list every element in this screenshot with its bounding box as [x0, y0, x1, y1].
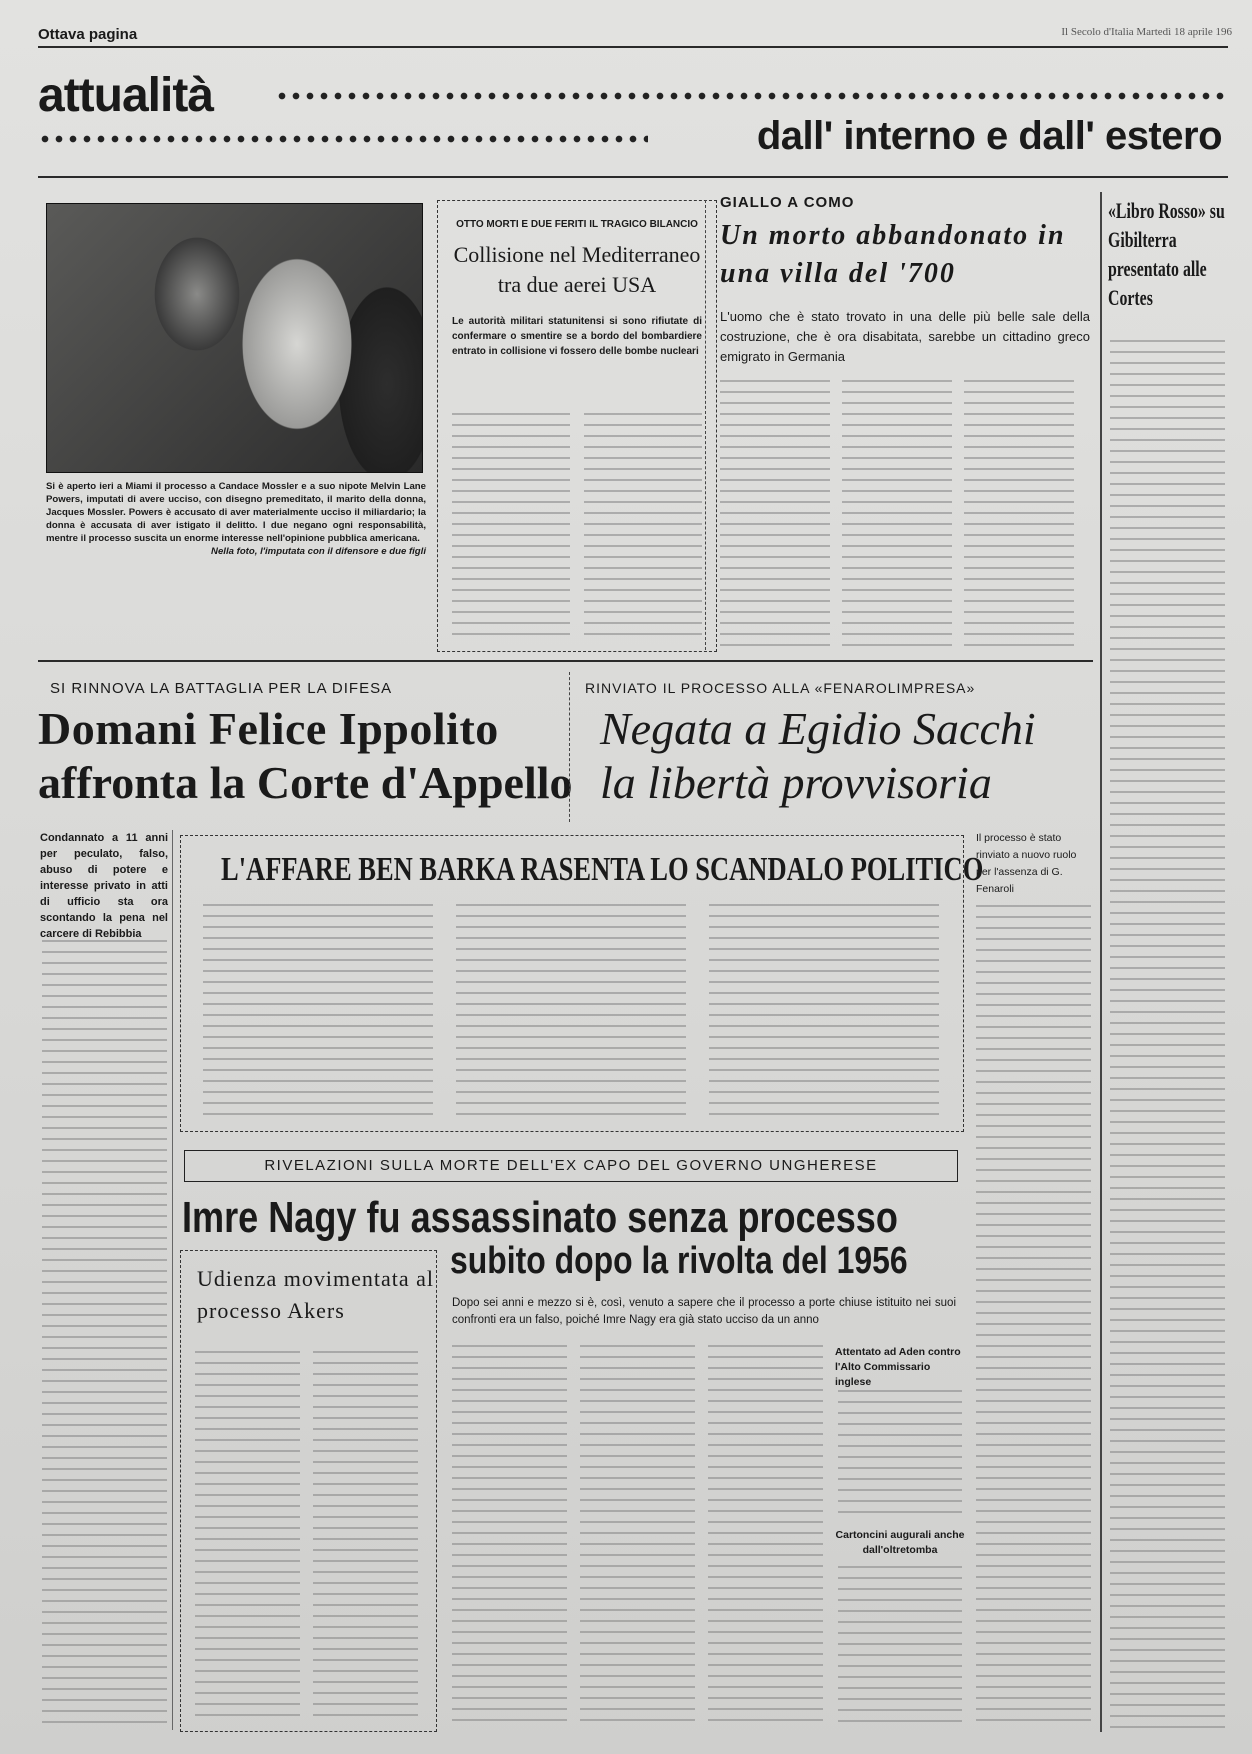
sacchi-summary: Il processo è stato rinviato a nuovo ruolo per l'assenza di G. Fenaroli	[976, 832, 1077, 895]
column-divider	[705, 200, 708, 650]
section-rule	[38, 176, 1228, 178]
sacchi-headline-2: la libertà provvisoria	[600, 757, 992, 808]
como-column-2	[842, 380, 952, 650]
caption-text: Si è aperto ieri a Miami il processo a Candace Mossler e a suo nipote Melvin Lane Powers, imputati di avere ucciso, con disegno premeditato, il marito della donna, Jacques Mossler. Powers è accusato di aver materialmente ucciso il miliardario; la donna è accusata di aver istigato il delitto. I due negano ogni responsabilità, mentre il processo suscita un enorme interesse nell'opinione pubblica americana.	[46, 481, 426, 544]
nagy-summary: Dopo sei anni e mezzo si è, così, venuto a sapere che il processo a porte chiuse istituito nei suoi confronti era un falso, poiché Imre Nagy era già stato ucciso da un anno	[452, 1297, 956, 1326]
aden-column	[838, 1390, 962, 1520]
nagy-column-3	[708, 1345, 823, 1730]
libro-rosso-headline: «Libro Rosso» su Gibilterra presentato alle Cortes	[1108, 198, 1225, 310]
ben-barka-column-3	[709, 904, 939, 1120]
collision-headline: Collisione nel Mediterraneo tra due aerei USA	[453, 242, 701, 297]
como-summary: L'uomo che è stato trovato in una delle più belle sale della costruzione, che è ora disabitata, sarebbe un cittadino greco emigrato in Germania	[720, 309, 1090, 364]
akers-headline: Udienza movimentata al processo Akers	[197, 1266, 435, 1323]
sacchi-column	[976, 905, 1091, 1730]
nagy-headline-2: subito dopo la rivolta del 1956	[450, 1240, 908, 1282]
como-headline: Un morto abbandonato in una villa del '700	[720, 220, 1066, 289]
libro-rosso-column	[1110, 340, 1225, 1730]
nagy-banner: RIVELAZIONI SULLA MORTE DELL'EX CAPO DEL GOVERNO UNGHERESE	[184, 1150, 958, 1182]
ippolito-kicker: SI RINNOVA LA BATTAGLIA PER LA DIFESA	[50, 680, 393, 697]
como-column-1	[720, 380, 830, 650]
sacchi-kicker: RINVIATO IL PROCESSO ALLA «FENAROLIMPRESA»	[585, 680, 976, 696]
collision-summary: Le autorità militari statunitensi si sono rifiutate di confermare o smentire se a bordo del bombardiere entrato in collisione vi fossero delle bombe nucleari	[452, 316, 702, 357]
news-photo	[46, 203, 423, 473]
collision-column-2	[584, 413, 702, 641]
akers-column-2	[313, 1351, 418, 1721]
section-subtitle: dall' interno e dall' estero	[756, 114, 1222, 158]
ippolito-column	[42, 940, 167, 1730]
oltretomba-column	[838, 1566, 962, 1730]
column-divider	[569, 672, 572, 822]
como-kicker: GIALLO A COMO	[720, 194, 855, 211]
ippolito-headline-1: Domani Felice Ippolito	[38, 703, 499, 754]
page-label: Ottava pagina	[38, 26, 138, 43]
ippolito-headline-2: affronta la Corte d'Appello	[38, 757, 573, 808]
como-article	[720, 194, 1090, 367]
ben-barka-headline: L'AFFARE BEN BARKA RASENTA LO SCANDALO POLITICO	[221, 851, 984, 888]
como-column-3	[964, 380, 1074, 650]
akers-column-1	[195, 1351, 300, 1721]
akers-article	[180, 1250, 437, 1732]
aden-headline: Attentato ad Aden contro l'Alto Commissario inglese	[835, 1346, 961, 1388]
nagy-headline-1: Imre Nagy fu assassinato senza processo	[182, 1193, 898, 1242]
ben-barka-article	[180, 835, 984, 1132]
mid-rule	[38, 660, 1093, 662]
oltretomba-headline: Cartoncini augurali anche dall'oltretomba	[835, 1529, 965, 1556]
top-rule	[38, 46, 1228, 48]
collision-article	[437, 200, 717, 652]
dotted-rule	[38, 133, 648, 145]
right-column-rule	[1100, 192, 1102, 1732]
collision-kicker: OTTO MORTI E DUE FERITI IL TRAGICO BILANCIO	[456, 219, 698, 230]
photo-caption	[46, 480, 426, 558]
collision-column-1	[452, 413, 570, 641]
dotted-rule	[275, 90, 1225, 102]
date-line: Il Secolo d'Italia Martedì 18 aprile 196	[1061, 26, 1232, 38]
ben-barka-column-1	[203, 904, 433, 1120]
section-title: attualità	[38, 69, 214, 122]
sacchi-headline-1: Negata a Egidio Sacchi	[600, 703, 1036, 754]
ippolito-summary: Condannato a 11 anni per peculato, falso, abuso di potere e interesse privato in atti di ufficio sta ora scontando la pena nel carcere di Rebibbia	[40, 832, 168, 940]
column-rule	[172, 830, 173, 1730]
ben-barka-column-2	[456, 904, 686, 1120]
nagy-column-1	[452, 1345, 567, 1730]
photo-note: Nella foto, l'imputata con il difensore e due figli	[211, 546, 426, 557]
nagy-column-2	[580, 1345, 695, 1730]
